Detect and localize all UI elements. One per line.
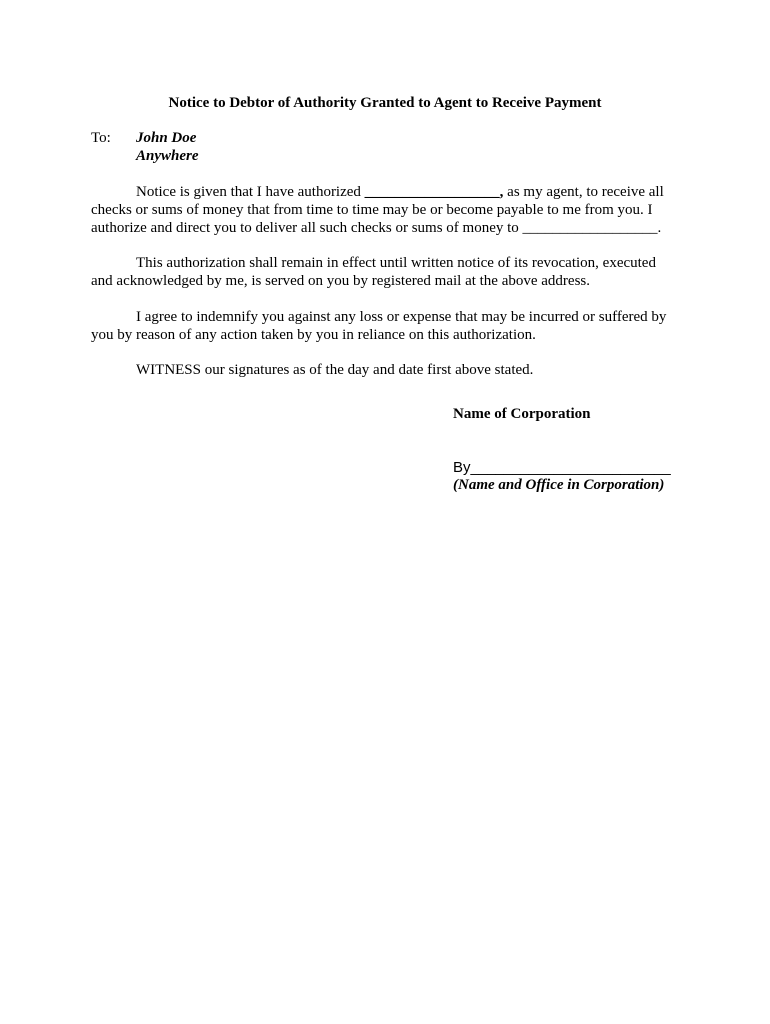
- paragraph-line: authorize and direct you to deliver all such checks or sums of money to __________________.: [91, 220, 662, 236]
- paragraph-line: This authorization shall remain in effect until written notice of its revocation, executed: [136, 255, 656, 271]
- paragraph-line: WITNESS our signatures as of the day and date first above stated.: [136, 362, 534, 378]
- line-text: as my agent, to receive all: [503, 184, 664, 200]
- to-label: To:: [91, 130, 111, 146]
- recipient-address: Anywhere: [136, 148, 199, 164]
- line-text: Notice is given that I have authorized: [136, 184, 365, 200]
- paragraph-line: [91, 183, 681, 201]
- document-title: Notice to Debtor of Authority Granted to Agent to Receive Payment: [168, 95, 602, 111]
- agent-blank: __________________,: [364, 184, 504, 200]
- corporation-name: Name of Corporation: [453, 406, 591, 422]
- paragraph-line: and acknowledged by me, is served on you by registered mail at the above address.: [91, 273, 591, 289]
- signature-line: By________________________: [453, 459, 671, 476]
- authorization-paragraph: [91, 183, 681, 237]
- paragraph-line: I agree to indemnify you against any loss or expense that may be incurred or suffered by: [136, 309, 667, 325]
- indemnity-paragraph: [91, 308, 681, 344]
- recipient-name: John Doe: [136, 130, 197, 146]
- office-caption: (Name and Office in Corporation): [453, 477, 665, 493]
- witness-paragraph: [91, 361, 681, 379]
- paragraph-line: you by reason of any action taken by you in reliance on this authorization.: [91, 327, 536, 343]
- revocation-paragraph: [91, 254, 681, 290]
- paragraph-line: checks or sums of money that from time to time may be or become payable to me from you. I: [91, 202, 653, 218]
